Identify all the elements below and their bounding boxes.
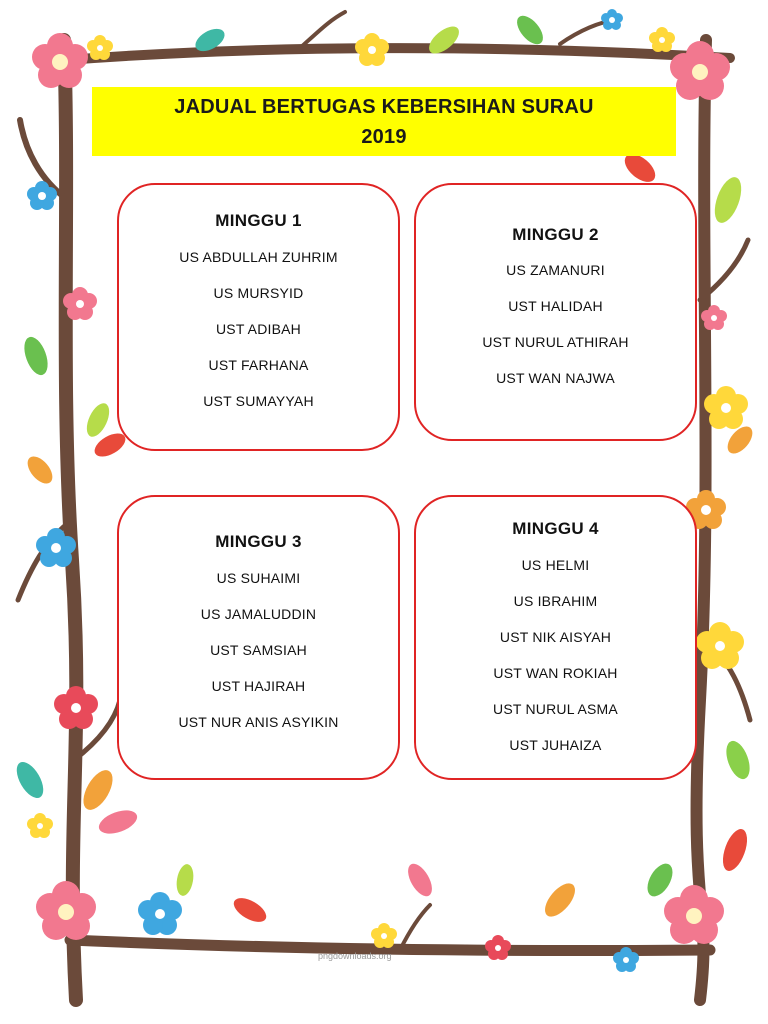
list-item: UST WAN ROKIAH (493, 665, 618, 681)
list-item: UST FARHANA (208, 357, 309, 373)
week-3-list (119, 568, 398, 748)
list-item: UST WAN NAJWA (496, 370, 615, 386)
list-item: US JAMALUDDIN (200, 606, 317, 622)
week-3-card (117, 495, 400, 780)
list-item: UST ADIBAH (216, 321, 301, 337)
list-item: UST HAJIRAH (211, 678, 306, 694)
week-2-list (416, 260, 695, 404)
week-2-card (414, 183, 697, 441)
list-item: UST NURUL ATHIRAH (482, 334, 629, 350)
list-item: US SUHAIMI (216, 570, 301, 586)
list-item: US HELMI (521, 557, 590, 573)
list-item: UST HALIDAH (508, 298, 603, 314)
list-item: US ABDULLAH ZUHRIM (179, 249, 338, 265)
week-4-title: MINGGU 4 (512, 519, 599, 538)
week-2-title: MINGGU 2 (512, 225, 599, 244)
week-4-list (416, 555, 695, 771)
list-item: UST JUHAIZA (509, 737, 602, 753)
watermark-text: pngdownloads.org (318, 951, 392, 961)
week-1-card (117, 183, 400, 451)
week-3-title: MINGGU 3 (215, 532, 302, 551)
list-item: US MURSYID (213, 285, 304, 301)
week-4-card (414, 495, 697, 780)
list-item: UST SAMSIAH (210, 642, 307, 658)
week-1-title: MINGGU 1 (215, 211, 302, 230)
title-banner (92, 87, 676, 156)
list-item: US ZAMANURI (506, 262, 605, 278)
page-title: JADUAL BERTUGAS KEBERSIHAN SURAU (174, 96, 594, 118)
list-item: UST NURUL ASMA (493, 701, 618, 717)
week-1-list (119, 247, 398, 427)
list-item: UST NIK AISYAH (499, 629, 612, 645)
list-item: UST SUMAYYAH (203, 393, 314, 409)
list-item: US IBRAHIM (513, 593, 598, 609)
page-year: 2019 (361, 126, 407, 148)
list-item: UST NUR ANIS ASYIKIN (178, 714, 339, 730)
